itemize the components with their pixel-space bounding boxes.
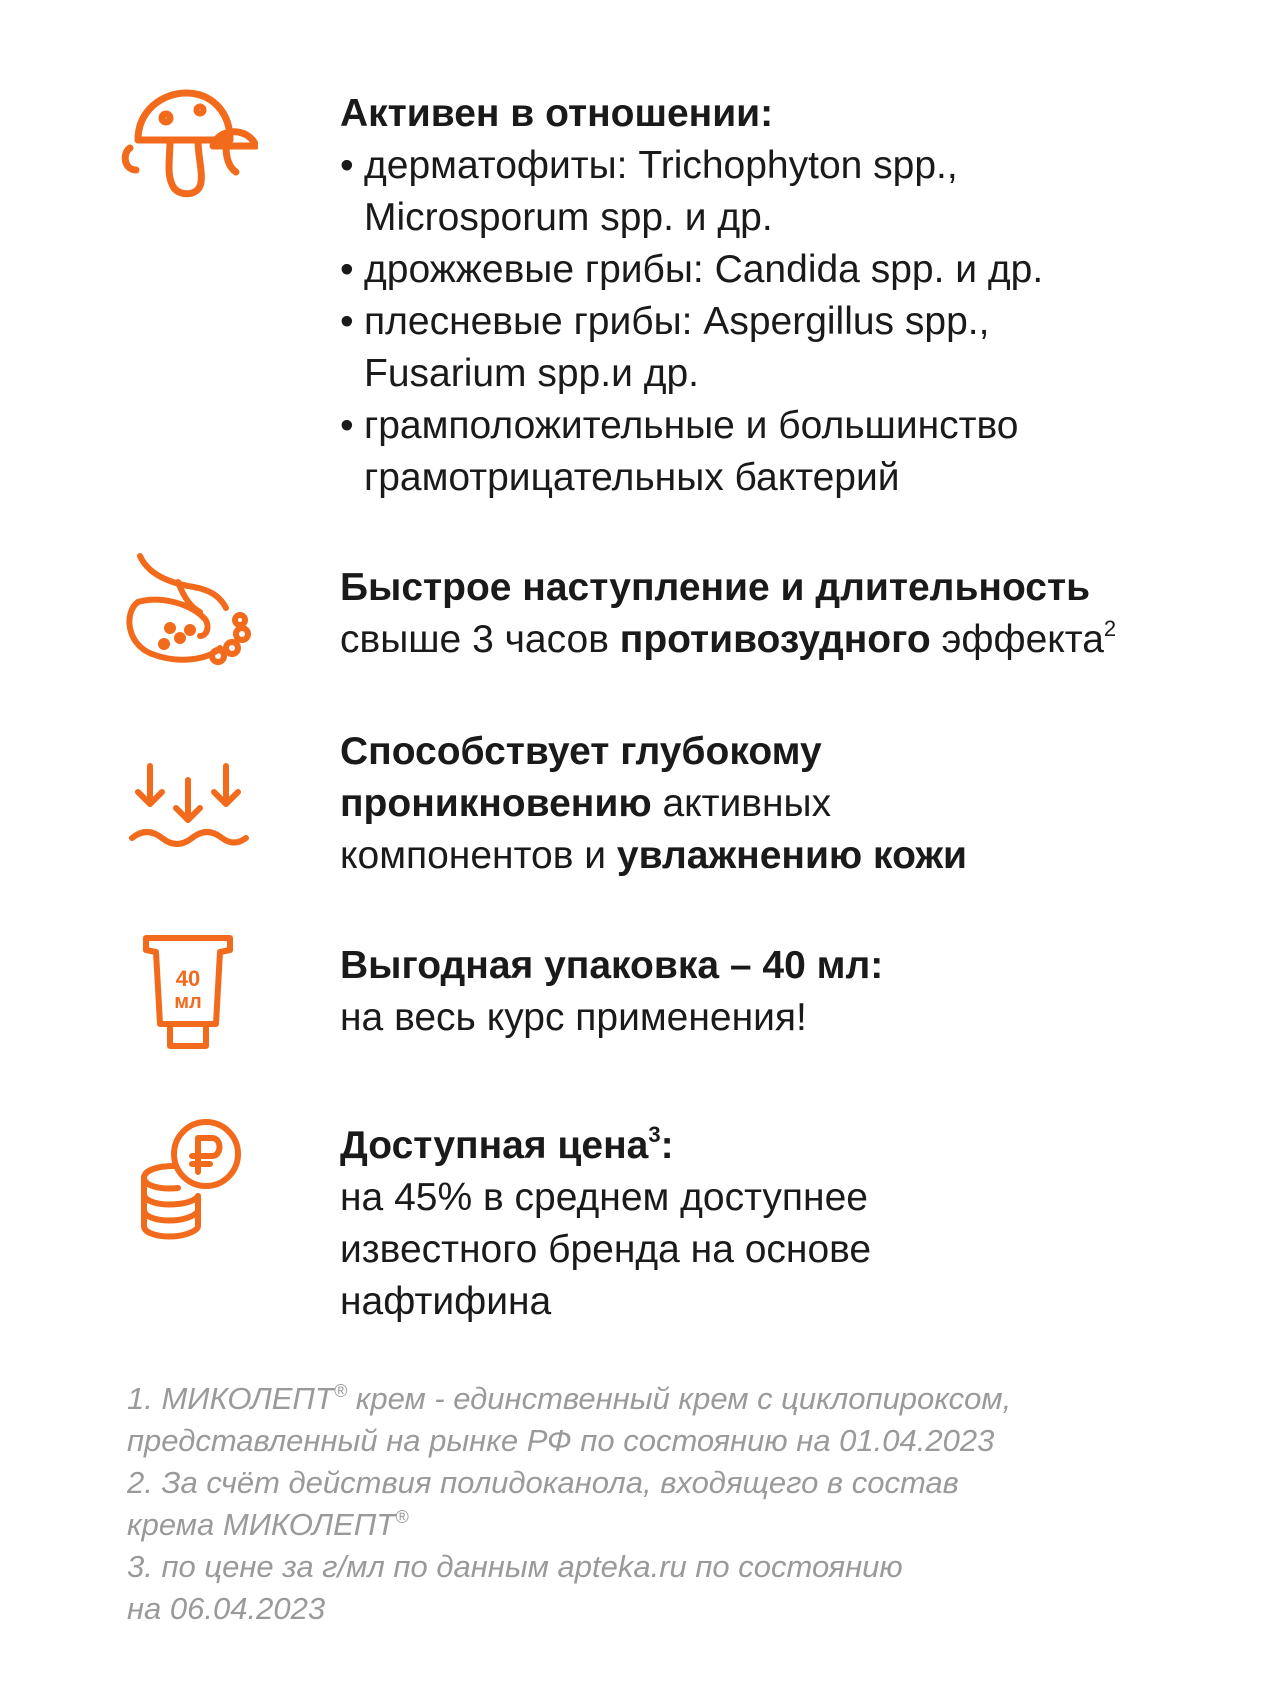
text-part: эффекта	[930, 618, 1104, 661]
footnote-line: на 06.04.2023	[127, 1591, 326, 1626]
section-heading: Активен в отношении:	[340, 92, 774, 135]
package-text	[340, 940, 1240, 1044]
cream-tube-icon	[118, 934, 258, 1052]
price-text	[340, 1120, 1240, 1328]
section-line	[340, 778, 1240, 830]
section-line: нафтифина	[340, 1280, 552, 1323]
section-line: на весь курс применения!	[340, 996, 807, 1039]
scratching-hand-icon	[118, 552, 258, 672]
text-part: :	[660, 1124, 674, 1167]
bullet-line: • грамположительные и большинство	[364, 404, 1019, 447]
registered-mark: ®	[333, 1381, 348, 1401]
footnote-line	[127, 1504, 1207, 1546]
tube-volume-unit: мл	[174, 991, 202, 1013]
footnote-line: 3. по цене за г/мл по данным apteka.ru по состоянию	[127, 1549, 903, 1584]
footnote-line: представленный на рынке РФ по состоянию на 01.04.2023	[127, 1423, 995, 1458]
list-item	[340, 400, 1240, 504]
text-part: 1. МИКОЛЕПТ	[127, 1381, 334, 1416]
text-bold: противозудного	[619, 618, 931, 661]
text-part: крема МИКОЛЕПТ	[127, 1507, 396, 1542]
list-item	[340, 296, 1240, 400]
footnotes	[127, 1378, 1207, 1630]
section-heading: Быстрое наступление и длительность	[340, 566, 1091, 609]
section-heading	[340, 1120, 1240, 1172]
text-part: Доступная цена	[340, 1124, 649, 1167]
footnote-line	[127, 1378, 1207, 1420]
text-part: крем - единственный крем с циклопироксом,	[347, 1381, 1012, 1416]
footnote-line: 2. За счёт действия полидоканола, входящего в состав	[127, 1465, 959, 1500]
bullet-line: • плесневые грибы: Aspergillus spp.,	[364, 300, 990, 343]
ruble-coins-icon	[118, 1116, 258, 1246]
section-line	[340, 830, 1240, 882]
mushroom-icon	[118, 88, 258, 198]
registered-mark: ®	[395, 1507, 409, 1527]
bullet-line: Microsporum spp. и др.	[364, 196, 773, 239]
text-part: свыше 3 часов	[340, 618, 620, 661]
section-line	[340, 614, 1240, 666]
penetration-text	[340, 726, 1240, 882]
footnote-ref: 3	[648, 1122, 661, 1147]
text-part: активных	[651, 782, 832, 825]
bullet-line: • дерматофиты: Trichophyton spp.,	[364, 144, 958, 187]
tube-volume-number: 40	[175, 966, 201, 991]
text-bold: увлажнению кожи	[616, 834, 967, 877]
text-part: компонентов и	[340, 834, 617, 877]
absorption-arrows-icon	[118, 758, 258, 858]
list-item	[340, 244, 1240, 296]
activity-text	[340, 88, 1240, 504]
bullet-line: Fusarium spp.и др.	[364, 352, 699, 395]
bullet-line: грамотрицательных бактерий	[364, 456, 900, 499]
bullet-line: • дрожжевые грибы: Candida spp. и др.	[364, 248, 1044, 291]
text-bold: проникновению	[340, 782, 652, 825]
section-heading: Выгодная упаковка – 40 мл:	[340, 944, 884, 987]
section-line: известного бренда на основе	[340, 1228, 872, 1271]
section-line: на 45% в среднем доступнее	[340, 1176, 868, 1219]
list-item	[340, 140, 1240, 244]
itch-text	[340, 562, 1240, 666]
section-heading: Способствует глубокому	[340, 730, 822, 773]
footnote-ref: 2	[1103, 616, 1117, 641]
